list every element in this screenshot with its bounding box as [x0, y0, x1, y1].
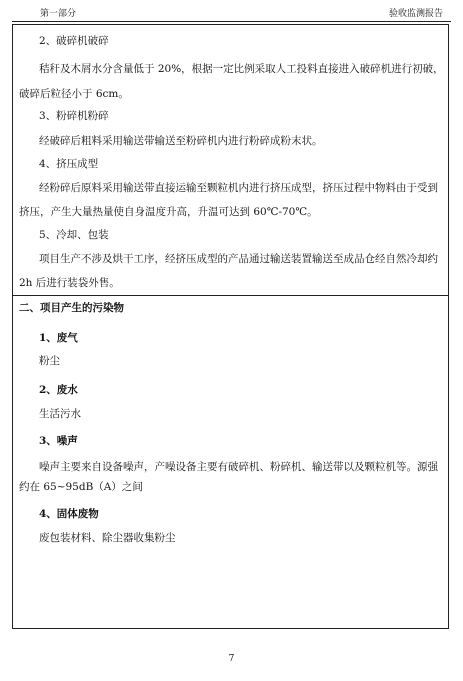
pollutants-heading: 二、项目产生的污染物	[19, 302, 124, 314]
page-number: 7	[228, 654, 235, 664]
section-2-line-2: 破碎后粒径小于 6cm。	[19, 88, 129, 100]
noise-line-2: 约在 65~95dB（A）之间	[19, 481, 143, 493]
header-left: 第一部分	[40, 9, 77, 19]
header-right: 验收监测报告	[388, 9, 443, 19]
gas-text: 粉尘	[39, 355, 60, 367]
section-5-line-1: 项目生产不涉及烘干工序，经挤压成型的产品通过输送装置输送至成品仓经自然冷却约	[39, 253, 438, 265]
section-3-line-1: 经破碎后粗料采用输送带输送至粉碎机内进行粉碎成粉末状。	[39, 135, 323, 147]
solid-waste-title: 4、固体废物	[39, 508, 99, 520]
section-3-title: 3、粉碎机粉碎	[39, 110, 109, 122]
gas-title: 1、废气	[39, 332, 78, 344]
section-2-line-1: 秸秆及木屑水分含量低于 20%，根据一定比例采取人工投料直接进入破碎机进行初破，	[39, 63, 444, 75]
section-5-line-2: 2h 后进行装袋外售。	[19, 277, 120, 289]
noise-line-1: 噪声主要来自设备噪声，产噪设备主要有破碎机、粉碎机、输送带以及颗粒机等。源强	[39, 461, 438, 473]
section-4-title: 4、挤压成型	[39, 158, 99, 170]
section-5-title: 5、冷却、包装	[39, 229, 109, 241]
water-text: 生活污水	[39, 408, 81, 420]
section-divider	[13, 295, 448, 296]
solid-waste-text: 废包装材料、除尘器收集粉尘	[39, 532, 176, 544]
section-4-line-1: 经粉碎后原料采用输送带直接运输至颗粒机内进行挤压成型，挤压过程中物料由于受到	[39, 182, 438, 194]
water-title: 2、废水	[39, 384, 78, 396]
section-2-title: 2、破碎机破碎	[39, 35, 109, 47]
header-rule	[12, 21, 451, 22]
section-4-line-2: 挤压，产生大量热量使自身温度升高，升温可达到 60℃-70℃。	[19, 206, 318, 218]
content-box	[12, 24, 449, 629]
noise-title: 3、噪声	[39, 435, 78, 447]
